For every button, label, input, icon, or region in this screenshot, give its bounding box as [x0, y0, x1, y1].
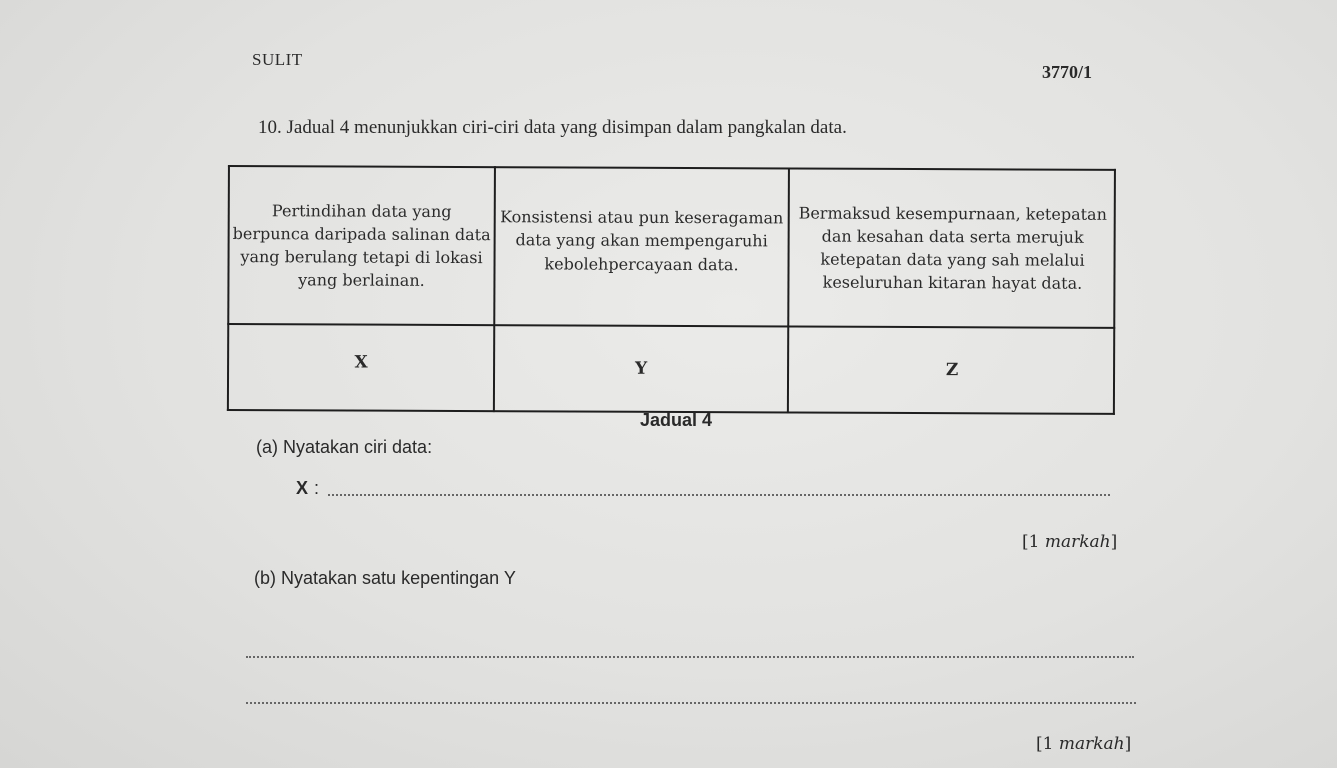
table-cell-label-z-text: Z: [945, 359, 959, 380]
table-cell-desc-1: [231, 169, 492, 322]
table-cell-label-y-text: Y: [634, 358, 648, 379]
part-b-answer-line-2[interactable]: [246, 702, 1136, 704]
part-a-mark: [1022, 532, 1117, 552]
table-cell-label-z: [793, 329, 1111, 410]
classification-label: SULIT: [252, 50, 303, 69]
table-divider-1: [493, 166, 496, 412]
table-cell-desc-2-text: Konsistensi atau pun keseragaman data yang akan mempengaruhi kebolehpercayaan data.: [500, 207, 784, 274]
table-divider-2: [787, 167, 790, 413]
part-a-answer-line[interactable]: [328, 494, 1110, 496]
table-4: [227, 155, 1118, 417]
part-a-answer-separator: :: [314, 478, 320, 498]
table-cell-label-x-text: X: [354, 352, 368, 373]
part-b-answer-line-1[interactable]: [246, 656, 1134, 658]
table-cell-desc-2: [497, 170, 786, 311]
table-border-left: [227, 165, 230, 411]
part-a-mark-close: ]: [1110, 532, 1118, 552]
part-b-mark-open: [1: [1036, 734, 1059, 754]
table-cell-label-x: [231, 327, 491, 398]
part-a-mark-word: markah: [1044, 532, 1111, 552]
part-b-prompt: (b) Nyatakan satu kepentingan Y: [254, 568, 516, 588]
table-border-right: [1113, 169, 1116, 415]
part-a-mark-open: [1: [1022, 532, 1045, 552]
table-cell-desc-3: [793, 171, 1112, 324]
part-a-answer-label: X: [296, 478, 309, 498]
table-cell-desc-1-text: Pertindihan data yang berpunca daripada salinan data yang berulang tetapi di lokasi yang berlainan.: [232, 200, 491, 291]
part-a-prompt: (a) Nyatakan ciri data:: [256, 437, 433, 457]
paper-code: 3770/1: [1042, 62, 1093, 82]
question-text: 10. Jadual 4 menunjukkan ciri-ciri data yang disimpan dalam pangkalan data.: [258, 117, 847, 138]
table-cell-label-y: [497, 328, 785, 409]
table-cell-desc-3-text: Bermaksud kesempurnaan, ketepatan dan kesahan data serta merujuk ketepatan data yang sah melalui keseluruhan kitaran hayat data.: [798, 203, 1107, 293]
part-b-mark-close: ]: [1124, 734, 1132, 754]
table-caption: Jadual 4: [640, 410, 713, 430]
part-b-mark: [1036, 734, 1131, 754]
part-b-mark-word: markah: [1058, 734, 1125, 754]
